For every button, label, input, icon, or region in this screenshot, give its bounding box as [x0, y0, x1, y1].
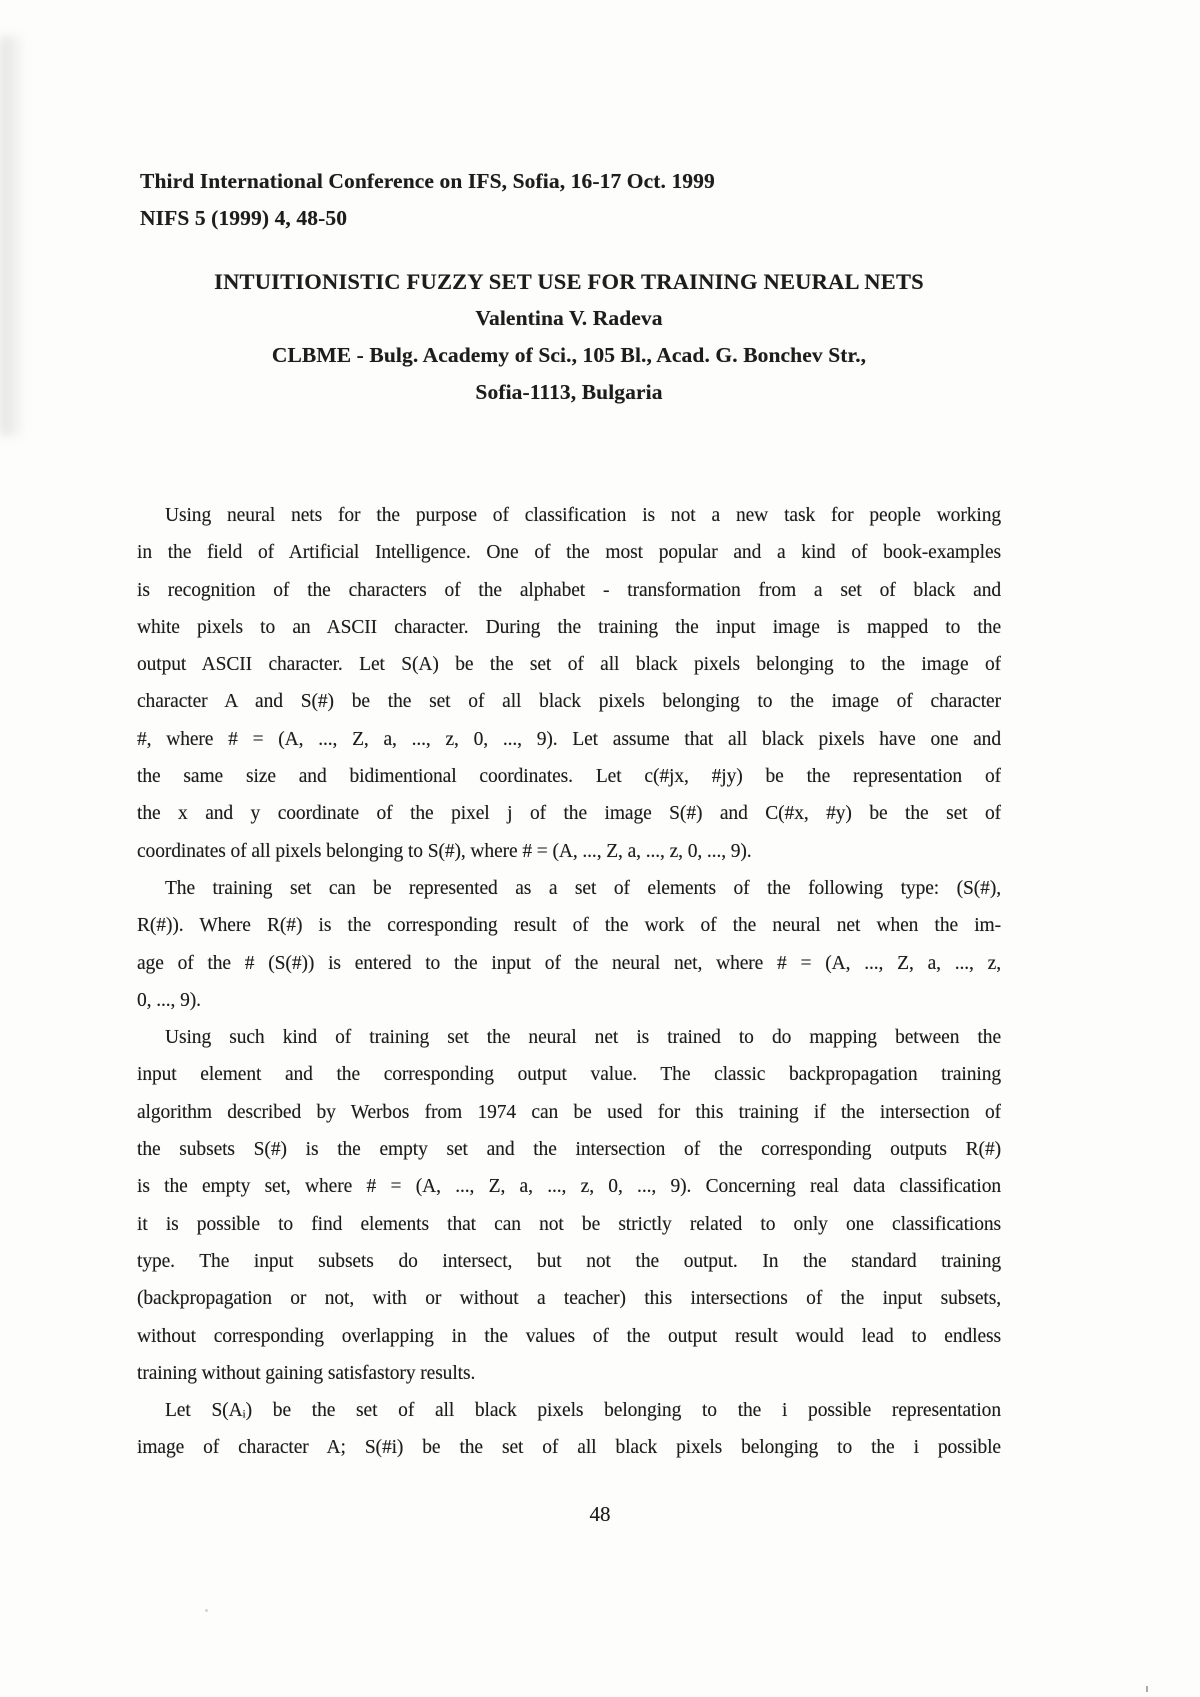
body-line: is recognition of the characters of the alphabet - transformation from a set of black and: [137, 579, 1001, 601]
affiliation-line-2: Sofia-1113, Bulgaria: [475, 380, 663, 404]
body-line: 0, ..., 9).: [137, 989, 201, 1011]
body-line: The training set can be represented as a set of elements of the following type: (S(#),: [165, 877, 1001, 899]
body-line: (backpropagation or not, with or without a teacher) this intersections of the input subsets,: [137, 1288, 1001, 1310]
body-line: #, where # = (A, ..., Z, a, ..., z, 0, ..., 9). Let assume that all black pixels have one and: [137, 728, 1001, 750]
paragraph-4: [137, 1392, 1001, 1467]
title-block: [137, 263, 1001, 411]
body-line: training without gaining satisfastory results.: [137, 1362, 476, 1384]
author-name: Valentina V. Radeva: [475, 306, 663, 330]
body-line: white pixels to an ASCII character. During the training the input image is mapped to the: [137, 616, 1001, 638]
body-line: Using neural nets for the purpose of classification is not a new task for people working: [165, 505, 1001, 526]
page-number: 48: [589, 1502, 611, 1526]
scan-speck: [1146, 1686, 1148, 1692]
body-line: algorithm described by Werbos from 1974 can be used for this training if the intersection of: [137, 1101, 1001, 1123]
paragraph-1: [137, 497, 1001, 870]
body-line: without corresponding overlapping in the values of the output result would lead to endless: [137, 1325, 1001, 1347]
body-line: Let S(Aᵢ) be the set of all black pixels belonging to the i possible representation: [165, 1400, 1001, 1422]
body-line: age of the # (S(#)) is entered to the input of the neural net, where # = (A, ..., Z, a, ..., z,: [137, 952, 1001, 974]
scan-speck: [205, 1609, 208, 1612]
body-line: is the empty set, where # = (A, ..., Z, a, ..., z, 0, ..., 9). Concerning real data classification: [137, 1176, 1001, 1198]
page-footer: [0, 1502, 1200, 1527]
body-line: output ASCII character. Let S(A) be the set of all black pixels belonging to the image of: [137, 654, 1001, 676]
body-line: input element and the corresponding output value. The classic backpropagation training: [137, 1064, 1001, 1086]
body-line: image of character A; S(#i) be the set of all black pixels belonging to the i possible: [137, 1437, 1001, 1459]
conference-line: Third International Conference on IFS, Sofia, 16-17 Oct. 1999: [140, 169, 715, 193]
body-line: the same size and bidimentional coordinates. Let c(#jx, #jy) be the representation of: [137, 766, 1001, 788]
affiliation-line-1: CLBME - Bulg. Academy of Sci., 105 Bl., Acad. G. Bonchev Str.,: [271, 343, 867, 367]
body-line: the x and y coordinate of the pixel j of the image S(#) and C(#x, #y) be the set of: [137, 803, 1001, 825]
article-body: [137, 497, 1001, 1467]
body-line: it is possible to find elements that can not be strictly related to only one classifications: [137, 1213, 1001, 1235]
body-line: Using such kind of training set the neural net is trained to do mapping between the: [165, 1027, 1001, 1049]
body-line: type. The input subsets do intersect, but not the output. In the standard training: [137, 1250, 1001, 1272]
body-line: coordinates of all pixels belonging to S(#), where # = (A, ..., Z, a, ..., z, 0, ..., 9).: [137, 840, 752, 862]
scan-edge-shadow: [0, 36, 26, 436]
document-header: [140, 163, 715, 237]
issue-line: NIFS 5 (1999) 4, 48-50: [140, 206, 348, 230]
body-line: the subsets S(#) is the empty set and the intersection of the corresponding outputs R(#): [137, 1139, 1001, 1161]
paper-title: INTUITIONISTIC FUZZY SET USE FOR TRAINING NEURAL NETS: [214, 269, 924, 294]
paragraph-3: [137, 1019, 1001, 1392]
paragraph-2: [137, 870, 1001, 1019]
body-line: in the field of Artificial Intelligence. One of the most popular and a kind of book-examples: [137, 542, 1001, 564]
body-line: R(#)). Where R(#) is the corresponding result of the work of the neural net when the im-: [137, 915, 1001, 937]
body-line: character A and S(#) be the set of all black pixels belonging to the image of character: [137, 691, 1001, 713]
